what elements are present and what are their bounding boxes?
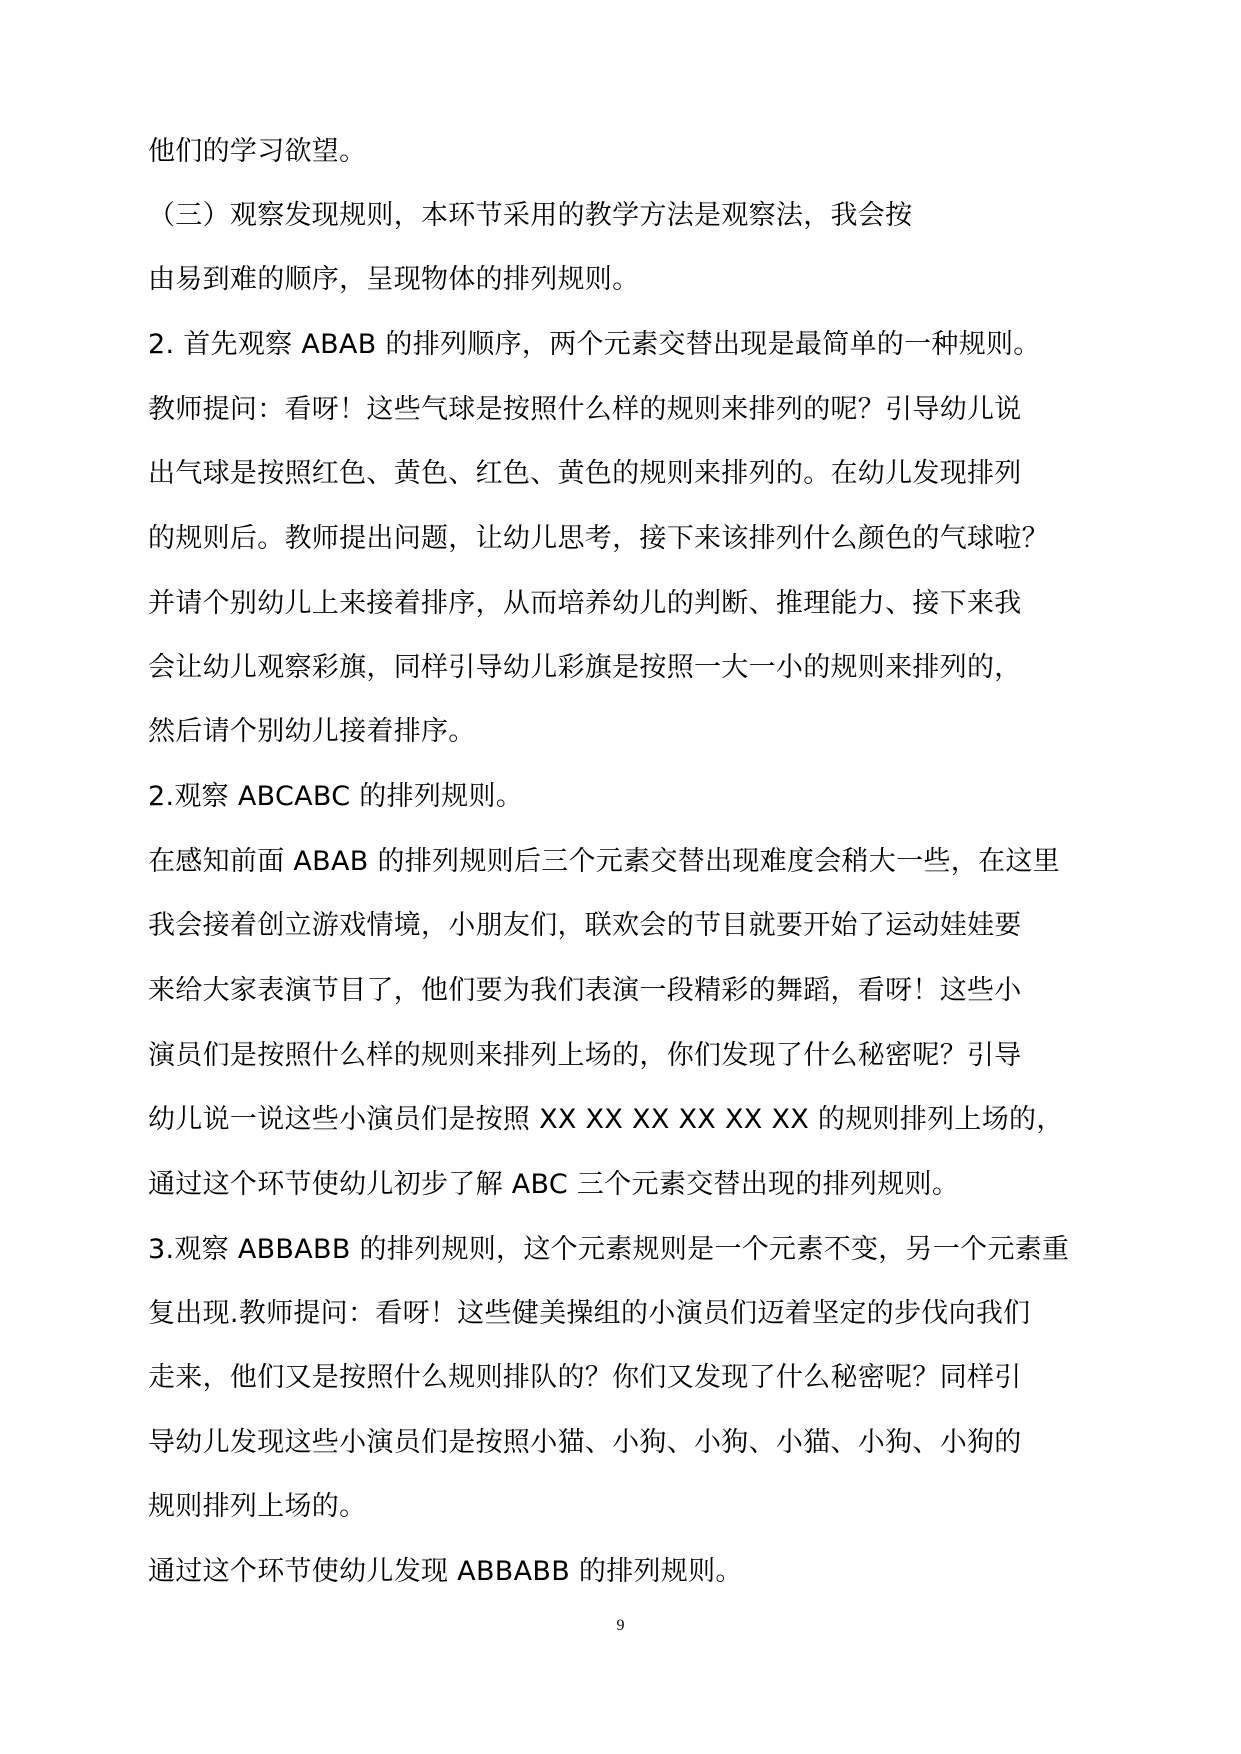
page-number: 9 <box>616 1617 625 1634</box>
text-line: 2. 首先观察 ABAB 的排列顺序，两个元素交替出现是最简单的一种规则。 <box>148 329 1041 360</box>
text-line: 规则排列上场的。 <box>148 1491 367 1522</box>
text-line: 来给大家表演节目了，他们要为我们表演一段精彩的舞蹈，看呀！这些小 <box>148 975 1022 1006</box>
text-line: 会让幼儿观察彩旗，同样引导幼儿彩旗是按照一大一小的规则来排列的， <box>148 652 1022 683</box>
text-line: 导幼儿发现这些小演员们是按照小猫、小狗、小狗、小猫、小狗、小狗的 <box>148 1427 1022 1458</box>
text-line: 由易到难的顺序，呈现物体的排列规则。 <box>148 264 640 295</box>
text-line: 通过这个环节使幼儿初步了解 ABC 三个元素交替出现的排列规则。 <box>148 1169 960 1200</box>
text-line: 2.观察 ABCABC 的排列规则。 <box>148 781 524 812</box>
text-line: 通过这个环节使幼儿发现 ABBABB 的排列规则。 <box>148 1556 743 1587</box>
text-line: 我会接着创立游戏情境，小朋友们，联欢会的节目就要开始了运动娃娃要 <box>148 910 1022 941</box>
text-line: 的规则后。教师提出问题，让幼儿思考，接下来该排列什么颜色的气球啦？ <box>148 523 1049 554</box>
text-line: 然后请个别幼儿接着排序。 <box>148 716 476 747</box>
text-line: 并请个别幼儿上来接着排序，从而培养幼儿的判断、推理能力、接下来我 <box>148 588 1022 619</box>
text-line: 复出现.教师提问：看呀！这些健美操组的小演员们迈着坚定的步伐向我们 <box>148 1298 1031 1329</box>
text-line: 在感知前面 ABAB 的排列规则后三个元素交替出现难度会稍大一些，在这里 <box>148 846 1060 877</box>
text-line: 他们的学习欲望。 <box>148 136 367 167</box>
text-line: 演员们是按照什么样的规则来排列上场的，你们发现了什么秘密呢？引导 <box>148 1040 1022 1071</box>
text-line: 幼儿说一说这些小演员们是按照 XX XX XX XX XX XX 的规则排列上场的， <box>148 1104 1064 1135</box>
text-line: 3.观察 ABBABB 的排列规则，这个元素规则是一个元素不变，另一个元素重 <box>148 1234 1070 1265</box>
text-line: 出气球是按照红色、黄色、红色、黄色的规则来排列的。在幼儿发现排列 <box>148 458 1022 489</box>
text-line: 教师提问：看呀！这些气球是按照什么样的规则来排列的呢？引导幼儿说 <box>148 394 1022 425</box>
text-line: （三）观察发现规则，本环节采用的教学方法是观察法，我会按 <box>148 200 913 231</box>
text-line: 走来，他们又是按照什么规则排队的？你们又发现了什么秘密呢？同样引 <box>148 1362 1022 1393</box>
